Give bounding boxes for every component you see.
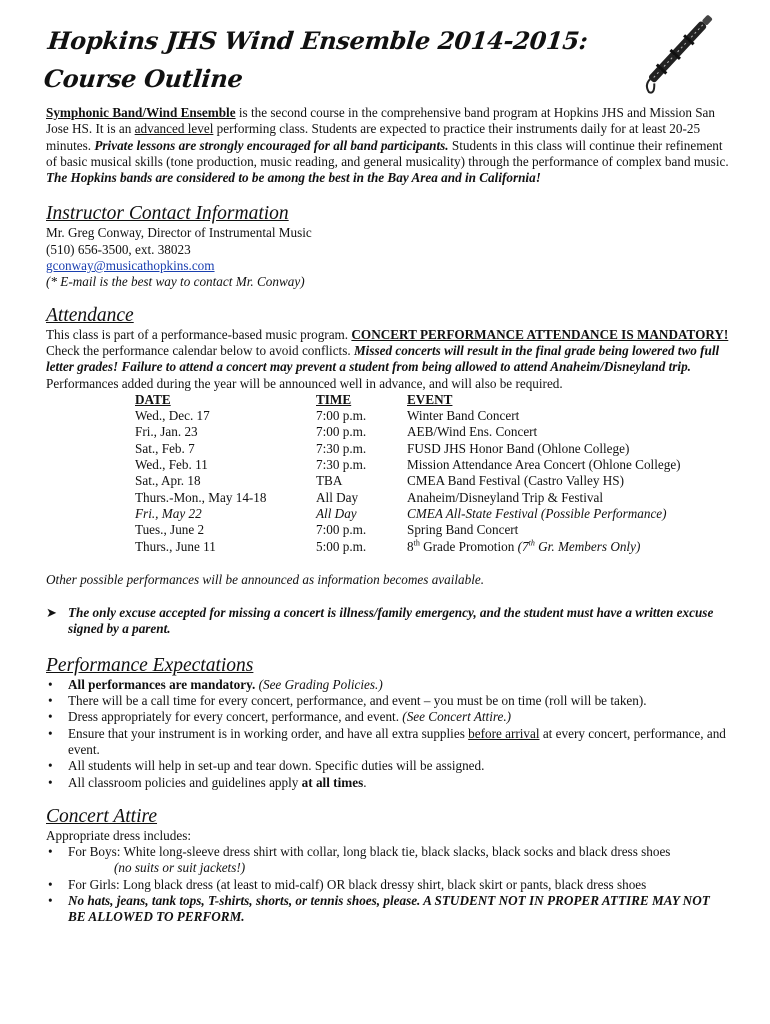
attendance-paragraph: This class is part of a performance-based music program. CONCERT PERFORMANCE ATTENDANCE IS MANDATORY! Check the performance calendar below to avoid conflicts. Missed concerts will result in the final grade being lowered two full letter grades! Failure to attend a concert may prevent a student from being allowed to attend Anaheim/Disneyland trip. Performances added during the year will be announced well in advance, and will also be required.	[46, 326, 729, 391]
bullet-icon: •	[48, 876, 53, 892]
arrow-bullet-icon: ➤	[46, 605, 58, 621]
calendar-header-row	[135, 392, 707, 408]
bullet-icon: •	[48, 758, 53, 774]
column-header-event: EVENT	[407, 391, 453, 407]
table-row: Sat., Apr. 18 TBA CMEA Band Festival (Castro Valley HS)	[135, 473, 624, 489]
document-title: Hopkins JHS Wind Ensemble 2014-2015: Course Outline	[42, 26, 590, 93]
intro-paragraph: Symphonic Band/Wind Ensemble is the second course in the comprehensive band program at Hopkins JHS and Mission San Jose HS. It is an advanced level performing class. Students are expected to practice their instruments daily for at least 20-25 minutes. Private lessons are strongly encouraged for all band participants. Students in this class will continue their refinement of basic musical skills (tone production, music reading, and general musicality) through the performance of complex band music. The Hopkins bands are considered to be among the best in the Bay Area and in California!	[46, 105, 729, 186]
list-item-note: (no suits or suit jackets!)	[114, 860, 246, 876]
bullet-icon: •	[48, 676, 53, 692]
column-header-date: DATE	[135, 391, 171, 407]
instructor-name: Mr. Greg Conway, Director of Instrumental Music	[46, 225, 312, 241]
course-outline-page	[42, 22, 730, 926]
bullet-icon: •	[48, 709, 53, 725]
list-item: • For Girls: Long black dress (at least to mid-calf) OR black dressy shirt, black skirt or pants, black dress shoes	[48, 876, 647, 892]
attire-list	[46, 844, 730, 925]
instructor-email-link[interactable]: gconway@musicathopkins.com	[46, 258, 215, 274]
list-item: • There will be a call time for every concert, performance, and event – you must be on time (roll will be taken).	[48, 693, 647, 709]
bullet-icon: •	[48, 892, 53, 908]
other-performances-note: Other possible performances will be announced as information becomes available.	[46, 571, 485, 587]
column-header-time: TIME	[316, 391, 352, 407]
list-item: • All students will help in set-up and tear down. Specific duties will be assigned.	[48, 758, 485, 774]
list-item: • All performances are mandatory. (See Grading Policies.)	[48, 676, 383, 692]
table-row: Wed., Feb. 11 7:30 p.m. Mission Attendance Area Concert (Ohlone College)	[135, 457, 681, 473]
bullet-icon: •	[48, 774, 53, 790]
performance-heading: Performance Expectations	[46, 654, 254, 676]
attire-heading: Concert Attire	[46, 805, 158, 827]
contact-heading: Instructor Contact Information	[46, 203, 289, 225]
table-row: Fri., Jan. 23 7:00 p.m. AEB/Wind Ens. Concert	[135, 424, 538, 440]
performance-list	[46, 677, 730, 791]
list-item: • Dress appropriately for every concert, performance, and event. (See Concert Attire.)	[48, 709, 512, 725]
excuse-policy: ➤ The only excuse accepted for missing a concert is illness/family emergency, and the student must have a written excuse signed by a parent.	[46, 605, 714, 637]
table-row: Tues., June 2 7:00 p.m. Spring Band Concert	[135, 522, 519, 538]
list-item: • All classroom policies and guidelines apply at all times.	[48, 774, 367, 790]
attire-lead: Appropriate dress includes:	[46, 827, 192, 843]
table-row: Sat., Feb. 7 7:30 p.m. FUSD JHS Honor Band (Ohlone College)	[135, 440, 630, 456]
list-item: • Ensure that your instrument is in working order, and have all extra supplies before arrival at every concert, performance, and event.	[48, 725, 726, 757]
table-row: Thurs., June 11 5:00 p.m. 8th Grade Promotion (7th Gr. Members Only)	[135, 538, 641, 554]
list-item: • For Boys: White long-sleeve dress shirt with collar, long black tie, black slacks, black socks and black dress shoes	[48, 844, 671, 860]
bullet-icon: •	[48, 725, 53, 741]
instructor-phone: (510) 656-3500, ext. 38023	[46, 241, 191, 257]
course-name: Symphonic Band/Wind Ensemble	[46, 105, 236, 120]
list-item: • No hats, jeans, tank tops, T-shirts, shorts, or tennis shoes, please. A STUDENT NOT IN PROPER ATTIRE MAY NOT BE ALLOWED TO PERFORM.	[48, 892, 710, 925]
bullet-icon: •	[48, 844, 53, 860]
contact-note: (* E-mail is the best way to contact Mr. Conway)	[46, 274, 305, 290]
bullet-icon: •	[48, 693, 53, 709]
attendance-heading: Attendance	[46, 304, 134, 326]
performance-calendar	[135, 392, 707, 555]
table-row: Fri., May 22 All Day CMEA All-State Festival (Possible Performance)	[135, 505, 667, 521]
table-row: Thurs.-Mon., May 14-18 All Day Anaheim/Disneyland Trip & Festival	[135, 489, 603, 505]
table-row: Wed., Dec. 17 7:00 p.m. Winter Band Concert	[135, 408, 520, 424]
